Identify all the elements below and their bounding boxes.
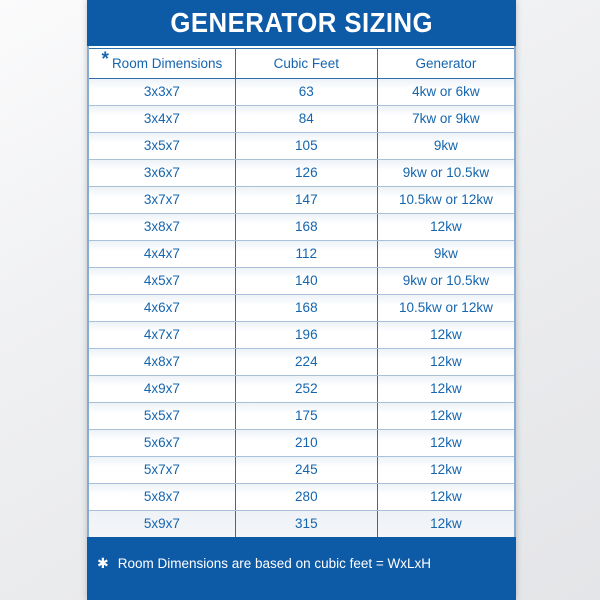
sizing-table <box>87 46 516 537</box>
generator-sizing-panel <box>87 0 516 600</box>
table-row <box>89 402 514 429</box>
table-row <box>89 159 514 186</box>
column-header-room-dimensions <box>89 49 235 78</box>
table-cell: 252 <box>235 376 378 402</box>
table-cell: 12kw <box>430 462 462 478</box>
table-cell: 245 <box>235 457 378 483</box>
table-cell: 140 <box>235 268 378 294</box>
table-cell: 5x5x7 <box>143 408 180 424</box>
footnote-text: Room Dimensions are based on cubic feet = WxLxH <box>117 556 432 571</box>
table-row <box>89 105 514 132</box>
table-cell: 175 <box>235 403 378 429</box>
table-row <box>89 429 514 456</box>
table-header-row <box>89 48 514 79</box>
table-cell: 12kw <box>430 327 462 343</box>
table-row <box>89 186 514 213</box>
table-cell: 126 <box>235 160 378 186</box>
table-cell: 5x6x7 <box>143 435 180 451</box>
table-row <box>89 213 514 240</box>
table-cell: 4x7x7 <box>143 327 180 343</box>
table-cell: 4kw or 6kw <box>412 84 480 100</box>
table-cell: 12kw <box>430 354 462 370</box>
table-row <box>89 348 514 375</box>
table-cell: 105 <box>235 133 378 159</box>
table-row <box>89 132 514 159</box>
table-row <box>89 456 514 483</box>
table-cell: 4x4x7 <box>143 246 180 262</box>
column-header-label: Cubic Feet <box>273 55 339 71</box>
table-row <box>89 79 514 105</box>
table-cell: 4x9x7 <box>143 381 180 397</box>
table-cell: 9kw or 10.5kw <box>402 273 490 289</box>
table-cell: 10.5kw or 12kw <box>399 300 493 316</box>
footnote-bar <box>87 537 516 600</box>
table-cell: 210 <box>235 430 378 456</box>
table-cell: 5x7x7 <box>143 462 180 478</box>
column-header-label: Room Dimensions <box>111 55 223 71</box>
table-cell: 112 <box>235 241 378 267</box>
title-banner <box>87 0 516 46</box>
column-header-cubic-feet <box>235 49 378 78</box>
table-cell: 168 <box>235 295 378 321</box>
table-cell: 4x8x7 <box>143 354 180 370</box>
table-row <box>89 375 514 402</box>
table-cell: 168 <box>235 214 378 240</box>
table-cell: 63 <box>235 79 378 105</box>
table-cell: 147 <box>235 187 378 213</box>
table-cell: 224 <box>235 349 378 375</box>
table-cell: 3x3x7 <box>143 84 180 100</box>
table-cell: 280 <box>235 484 378 510</box>
table-cell: 12kw <box>430 408 462 424</box>
table-cell: 3x7x7 <box>143 192 180 208</box>
table-cell: 3x4x7 <box>143 111 180 127</box>
table-row <box>89 294 514 321</box>
table-cell: 12kw <box>430 381 462 397</box>
table-cell: 3x6x7 <box>143 165 180 181</box>
table-row <box>89 267 514 294</box>
table-row <box>89 321 514 348</box>
table-row <box>89 510 514 537</box>
table-row <box>89 483 514 510</box>
table-cell: 9kw <box>433 138 458 154</box>
table-cell: 12kw <box>430 516 462 532</box>
table-cell: 12kw <box>430 489 462 505</box>
table-cell: 84 <box>235 106 378 132</box>
star-asterisk-icon: ✱ <box>97 555 109 571</box>
asterisk-marker: * <box>101 49 109 70</box>
table-cell: 10.5kw or 12kw <box>399 192 493 208</box>
table-cell: 9kw or 10.5kw <box>402 165 490 181</box>
table-cell: 3x8x7 <box>143 219 180 235</box>
column-header-generator <box>378 49 514 78</box>
page-title: GENERATOR SIZING <box>170 7 433 38</box>
table-cell: 5x8x7 <box>143 489 180 505</box>
table-cell: 12kw <box>430 435 462 451</box>
table-cell: 4x5x7 <box>143 273 180 289</box>
table-body <box>89 79 514 537</box>
column-header-label: Generator <box>415 55 477 71</box>
table-row <box>89 240 514 267</box>
table-cell: 4x6x7 <box>143 300 180 316</box>
table-cell: 9kw <box>433 246 458 262</box>
table-cell: 12kw <box>430 219 462 235</box>
table-cell: 196 <box>235 322 378 348</box>
table-cell: 7kw or 9kw <box>412 111 480 127</box>
table-cell: 5x9x7 <box>143 516 180 532</box>
table-cell: 3x5x7 <box>143 138 180 154</box>
table-cell: 315 <box>235 511 378 537</box>
